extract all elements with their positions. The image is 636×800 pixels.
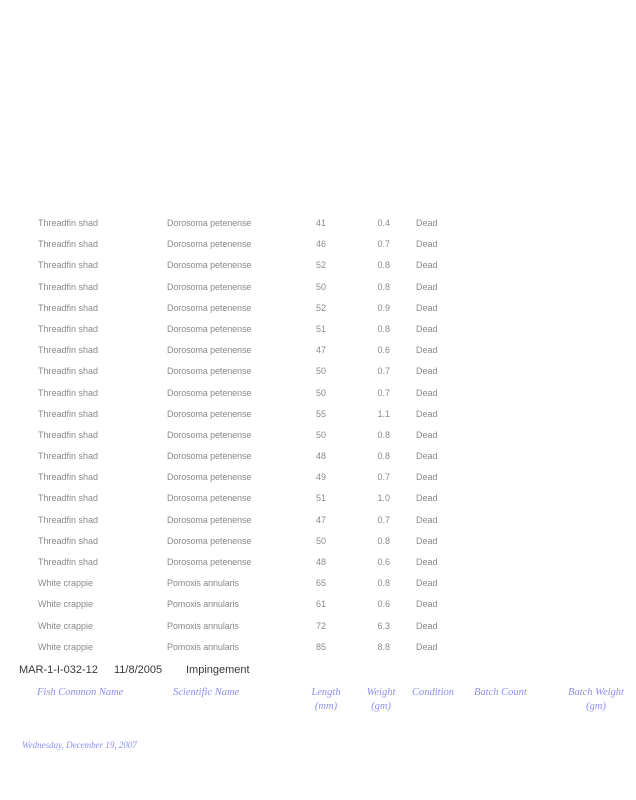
- cell-condition: Dead: [416, 302, 438, 313]
- cell-length: 48: [315, 557, 326, 567]
- table-row: [0, 617, 618, 638]
- cell-condition: Dead: [416, 514, 438, 525]
- cell-condition: Dead: [416, 599, 438, 610]
- cell-length: 51: [315, 323, 326, 334]
- cell-length: 51: [315, 493, 326, 504]
- header-batch-count: Batch Count: [474, 687, 527, 698]
- cell-weight: 0.7: [377, 514, 390, 525]
- table-row: [0, 299, 618, 320]
- cell-weight: 0.8: [377, 535, 390, 546]
- cell-condition: Dead: [416, 451, 438, 462]
- table-row: [0, 362, 618, 383]
- table-row: [0, 235, 618, 256]
- cell-length: 72: [315, 620, 326, 631]
- cell-condition: Dead: [416, 429, 438, 440]
- cell-common-name: Threadfin shad: [38, 302, 99, 313]
- header-common-name: Fish Common Name: [37, 687, 124, 698]
- table-row: [0, 426, 618, 447]
- table-row: [0, 574, 618, 595]
- cell-condition: Dead: [416, 218, 438, 228]
- table-row: [0, 511, 618, 532]
- cell-condition: Dead: [416, 557, 438, 567]
- cell-weight: 0.7: [377, 366, 390, 377]
- cell-weight: 1.1: [377, 408, 390, 419]
- cell-weight: 0.8: [377, 578, 390, 589]
- cell-scientific-name: Dorosoma petenense: [167, 260, 252, 271]
- table-row: [0, 468, 618, 489]
- cell-scientific-name: Pomoxis annularis: [167, 599, 239, 610]
- cell-length: 61: [315, 599, 326, 610]
- cell-length: 52: [315, 260, 326, 271]
- cell-length: 50: [315, 281, 326, 292]
- cell-scientific-name: Dorosoma petenense: [167, 366, 252, 377]
- header-scientific-name: Scientific Name: [173, 687, 240, 698]
- cell-length: 50: [315, 535, 326, 546]
- cell-weight: 0.4: [377, 218, 390, 228]
- cell-weight: 0.8: [377, 451, 390, 462]
- cell-weight: 0.7: [377, 239, 390, 250]
- table-row: [0, 384, 618, 405]
- cell-length: 50: [315, 429, 326, 440]
- sample-type: Impingement: [186, 664, 250, 676]
- cell-weight: 8.8: [377, 641, 390, 652]
- table-row: [0, 489, 618, 510]
- cell-condition: Dead: [416, 535, 438, 546]
- table-row: [0, 214, 618, 235]
- header-batch-weight-label: Batch Weight: [568, 687, 624, 698]
- cell-common-name: Threadfin shad: [38, 239, 99, 250]
- cell-condition: Dead: [416, 408, 438, 419]
- cell-scientific-name: Dorosoma petenense: [167, 535, 252, 546]
- header-batch-weight: [556, 686, 636, 714]
- cell-scientific-name: Pomoxis annularis: [167, 641, 239, 652]
- cell-scientific-name: Dorosoma petenense: [167, 323, 252, 334]
- table-row: [0, 532, 618, 553]
- header-length-unit: (mm): [314, 701, 338, 712]
- cell-common-name: Threadfin shad: [38, 387, 99, 398]
- cell-length: 49: [315, 472, 326, 483]
- cell-common-name: Threadfin shad: [38, 429, 99, 440]
- header-weight-label: Weight: [366, 687, 396, 698]
- cell-scientific-name: Dorosoma petenense: [167, 408, 252, 419]
- cell-common-name: White crappie: [38, 599, 94, 610]
- cell-weight: 0.6: [377, 599, 390, 610]
- cell-scientific-name: Dorosoma petenense: [167, 239, 252, 250]
- cell-common-name: Threadfin shad: [38, 535, 99, 546]
- cell-length: 52: [315, 302, 326, 313]
- cell-weight: 0.8: [377, 323, 390, 334]
- cell-length: 85: [315, 641, 326, 652]
- cell-common-name: Threadfin shad: [38, 323, 99, 334]
- header-length: [306, 686, 346, 714]
- report-date-footer: Wednesday, December 19, 2007: [22, 740, 137, 750]
- cell-scientific-name: Pomoxis annularis: [167, 578, 239, 589]
- cell-scientific-name: Dorosoma petenense: [167, 387, 252, 398]
- cell-length: 50: [315, 387, 326, 398]
- cell-weight: 6.3: [377, 620, 390, 631]
- cell-weight: 1.0: [377, 493, 390, 504]
- fish-table-body: [0, 214, 618, 659]
- cell-weight: 0.8: [377, 429, 390, 440]
- cell-weight: 0.8: [377, 281, 390, 292]
- header-weight-unit: (gm): [371, 701, 391, 712]
- cell-common-name: Threadfin shad: [38, 260, 99, 271]
- cell-weight: 0.7: [377, 472, 390, 483]
- header-length-label: Length: [311, 687, 341, 698]
- cell-scientific-name: Pomoxis annularis: [167, 620, 239, 631]
- sample-date: 11/8/2005: [114, 664, 163, 676]
- cell-condition: Dead: [416, 493, 438, 504]
- cell-common-name: Threadfin shad: [38, 493, 99, 504]
- cell-length: 50: [315, 366, 326, 377]
- cell-length: 47: [315, 514, 326, 525]
- cell-condition: Dead: [416, 366, 438, 377]
- cell-scientific-name: Dorosoma petenense: [167, 557, 252, 567]
- cell-condition: Dead: [416, 345, 438, 356]
- cell-length: 47: [315, 345, 326, 356]
- cell-weight: 0.6: [377, 557, 390, 567]
- cell-length: 46: [315, 239, 326, 250]
- header-weight: [361, 686, 401, 714]
- table-row: [0, 553, 618, 574]
- cell-weight: 0.8: [377, 260, 390, 271]
- cell-common-name: White crappie: [38, 620, 94, 631]
- cell-common-name: White crappie: [38, 578, 94, 589]
- table-row: [0, 638, 618, 659]
- cell-condition: Dead: [416, 472, 438, 483]
- header-batch-weight-unit: (gm): [586, 701, 606, 712]
- cell-scientific-name: Dorosoma petenense: [167, 302, 252, 313]
- sample-id: MAR-1-I-032-12: [19, 664, 98, 676]
- table-row: [0, 341, 618, 362]
- cell-common-name: Threadfin shad: [38, 366, 99, 377]
- cell-weight: 0.7: [377, 387, 390, 398]
- cell-common-name: Threadfin shad: [38, 514, 99, 525]
- cell-scientific-name: Dorosoma petenense: [167, 281, 252, 292]
- cell-length: 41: [315, 218, 326, 228]
- cell-length: 65: [315, 578, 326, 589]
- table-row: [0, 256, 618, 277]
- cell-scientific-name: Dorosoma petenense: [167, 514, 252, 525]
- table-row: [0, 320, 618, 341]
- cell-condition: Dead: [416, 281, 438, 292]
- cell-scientific-name: Dorosoma petenense: [167, 451, 252, 462]
- cell-common-name: Threadfin shad: [38, 472, 99, 483]
- cell-common-name: White crappie: [38, 641, 94, 652]
- cell-common-name: Threadfin shad: [38, 281, 99, 292]
- cell-scientific-name: Dorosoma petenense: [167, 218, 252, 228]
- cell-condition: Dead: [416, 323, 438, 334]
- cell-common-name: Threadfin shad: [38, 218, 99, 228]
- cell-weight: 0.6: [377, 345, 390, 356]
- cell-condition: Dead: [416, 578, 438, 589]
- cell-condition: Dead: [416, 641, 438, 652]
- cell-length: 55: [315, 408, 326, 419]
- cell-common-name: Threadfin shad: [38, 451, 99, 462]
- cell-scientific-name: Dorosoma petenense: [167, 429, 252, 440]
- cell-common-name: Threadfin shad: [38, 408, 99, 419]
- cell-condition: Dead: [416, 260, 438, 271]
- cell-common-name: Threadfin shad: [38, 557, 99, 567]
- table-row: [0, 405, 618, 426]
- cell-scientific-name: Dorosoma petenense: [167, 345, 252, 356]
- cell-length: 48: [315, 451, 326, 462]
- cell-weight: 0.9: [377, 302, 390, 313]
- cell-scientific-name: Dorosoma petenense: [167, 493, 252, 504]
- cell-condition: Dead: [416, 239, 438, 250]
- cell-scientific-name: Dorosoma petenense: [167, 472, 252, 483]
- table-row: [0, 278, 618, 299]
- cell-condition: Dead: [416, 620, 438, 631]
- header-condition: Condition: [412, 687, 455, 698]
- table-row: [0, 447, 618, 468]
- table-row: [0, 595, 618, 616]
- cell-condition: Dead: [416, 387, 438, 398]
- cell-common-name: Threadfin shad: [38, 345, 99, 356]
